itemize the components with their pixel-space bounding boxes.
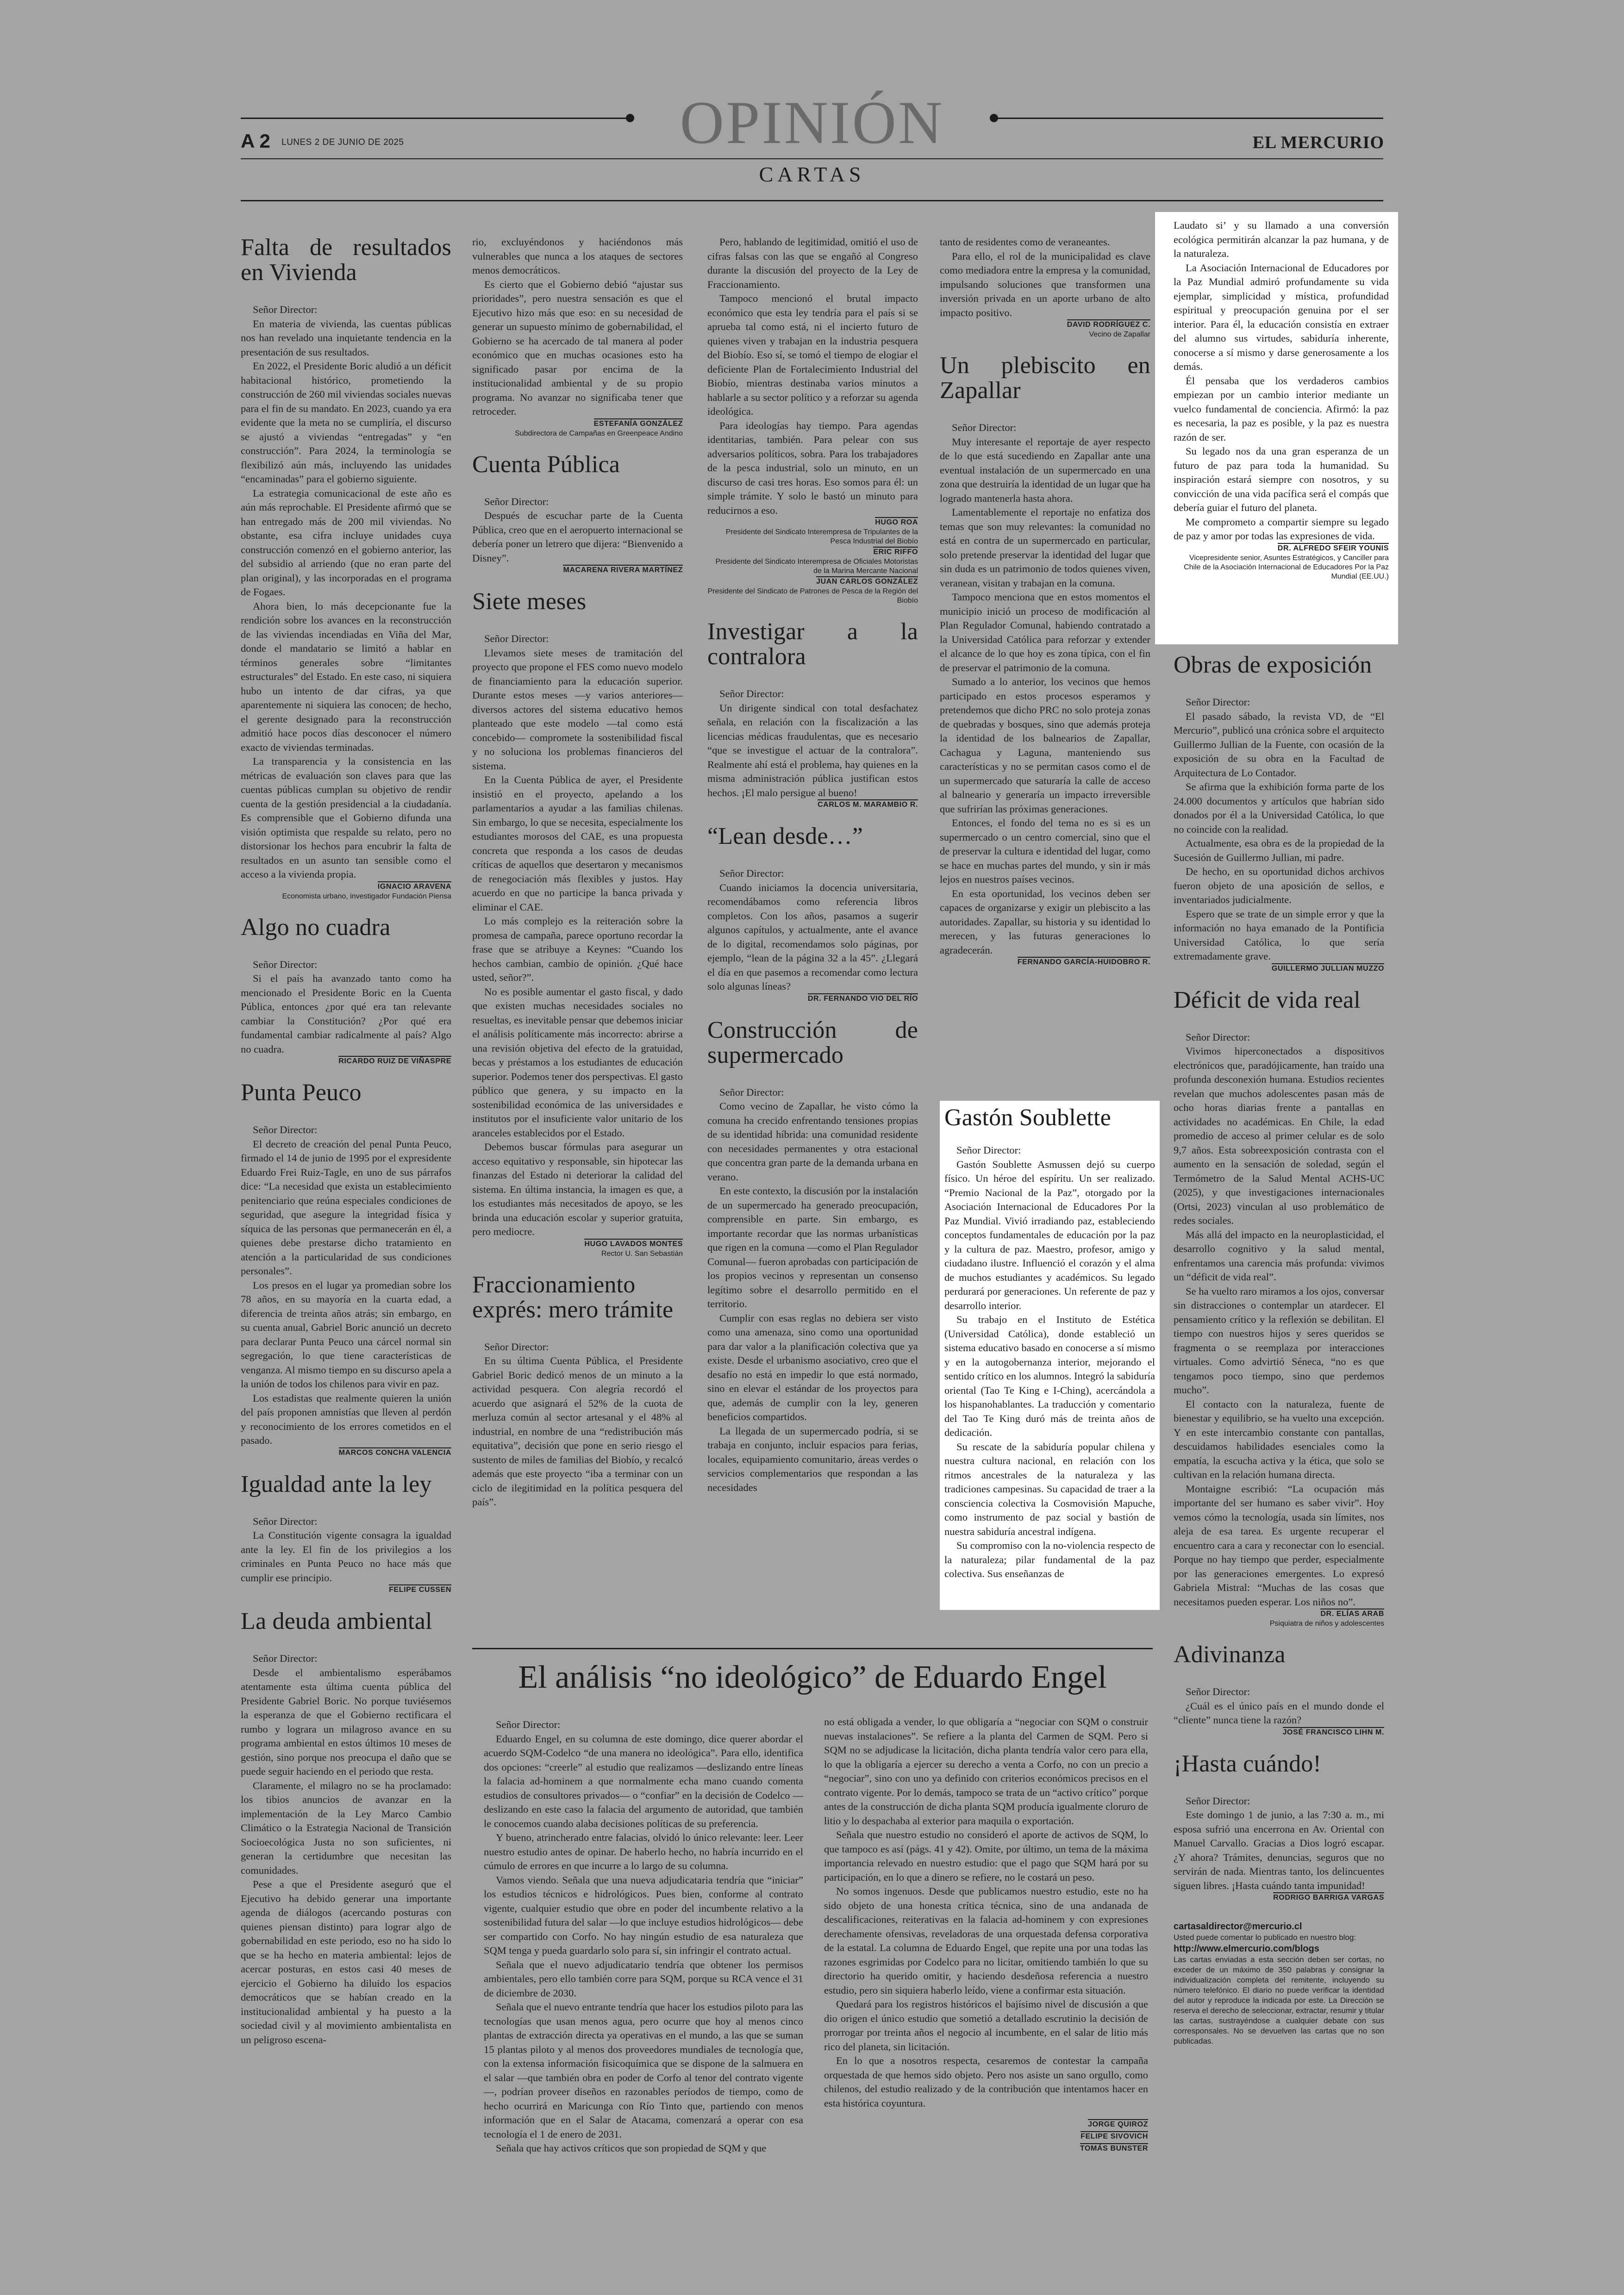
salutation: Señor Director: [484, 633, 549, 644]
contact-blog-intro: Usted puede comentar lo publicado en nuestro blog: [1174, 1933, 1356, 1942]
signature: DR. FERNANDO VIO DEL RÍO [707, 994, 918, 1004]
paragraph: Más allá del impacto en la neuroplasticidad, el desarrollo cognitivo y la salud mental, enfrentamos una carencia más profunda: vivimos un “déficit de vida real”. [1174, 1229, 1384, 1283]
paragraph: Entonces, el fondo del tema no es si es un supermercado o un centro comercial, sino que el de preservar la cultura e identidad del lugar, como se hace en muchas partes del mundo, y sin ir más lejos en nuestros países vecinos. [940, 817, 1150, 885]
paragraph: Vamos viendo. Señala que una nueva adjudicataria tendría que “iniciar” los estudios técnicos e hidrológicos. Pues bien, conforme al contrato vigente, cualquier estudio que obre en poder del incumbente relativo a la sostenibilidad futura del salar —lo que incluye estudios hidrológicos— debe ser compartido con Corfo. No hay ningún estudio de esa naturaleza que SQM tenga y pueda guardarlo solo para sí, sin infringir el contrato actual. [484, 1874, 803, 1956]
letter-title: Igualdad ante la ley [241, 1471, 432, 1497]
letter-title: Cuenta Pública [472, 451, 620, 478]
contact-blog-link[interactable]: http://www.elmercurio.com/blogs [1174, 1944, 1319, 1954]
signature: JOSÉ FRANCISCO LIHN M. [1174, 1727, 1384, 1738]
contact-rules: Las cartas enviadas a esta sección deben ser cortas, no exceder de un máximo de 350 palabras y consignar la individualización completa del remitente, incluyendo su número telefónico. El diario no puede verificar la identidad del autor y reproduce la indicada por este. La Dirección se reserva el derecho de seleccionar, extractar, resumir y titular las cartas, sustrayéndose a cualquier debate con sus corresponsales. No se devuelven las cartas que no son publicadas. [1174, 1955, 1384, 2046]
letter-title: Fraccionamiento exprés: mero trámite [472, 1271, 674, 1323]
signature: GUILLERMO JULLIAN MUZZO [1174, 964, 1384, 974]
paragraph: Señala que el nuevo adjudicatario tendría que obtener los permisos ambientales, pero ello también corre para SQM, porque su RCA vence el 31 de diciembre de 2030. [484, 1958, 803, 1999]
paragraph: Muy interesante el reportaje de ayer respecto de lo que está sucediendo en Zapallar ante una eventual instalación de un supermercado en una zona que destruiría la identidad de un lugar que ha logrado mantenerla hasta ahora. [940, 436, 1150, 504]
letter-igualdad [241, 1472, 451, 1596]
paragraph: No somos ingenuos. Desde que publicamos nuestro estudio, este no ha sido objeto de una honesta crítica técnica, sino de una andanada de descalificaciones, reiterativas en la falacia ad-hominem y con expresiones derechamente ofensivas, reveladoras de una orquestada defensa corporativa de la estatal. La columna de Eduardo Engel, que repite una por una todas las razones esgrimidas por Codelco para no licitar, omitiendo también lo que su directorio ha querido omitir, y haciendo desdeñosa referencia a nuestro estudio, pero sin siquiera haberlo leído, viene a confirmar esta situación. [824, 1885, 1148, 1996]
paragraph: Laudato si’ y su llamado a una conversión ecológica permitirán alcanzar la paz humana, y de la naturaleza. [1174, 219, 1389, 259]
signature-role: Presidente del Sindicato de Patrones de Pesca de la Región del Biobío [707, 587, 918, 605]
paragraph: Como vecino de Zapallar, he visto cómo la comuna ha crecido enfrentando tensiones propias de su identidad híbrida: una comunidad residente con necesidades permanentes y otra estacional que concentra gran parte de la demanda urbana en verano. [707, 1100, 918, 1183]
paragraph: Su legado nos da una gran esperanza de un futuro de paz para toda la humanidad. Su inspiración estará siempre con nosotros, y su convicción de una vida pacífica será el compás que debería guiar el futuro del planeta. [1174, 445, 1389, 513]
paragraph: Tampoco menciona que en estos momentos el municipio inició un proceso de modificación al Plan Regulador Comunal, habiendo contratado a la Universidad Católica para reforzar y extender el alcance de lo que hoy es zona típica, con el fin de preservar el patrimonio de la comuna. [940, 591, 1150, 674]
letter-construccion-supermercado [707, 1018, 918, 1495]
signature: RODRIGO BARRIGA VARGAS [1174, 1893, 1384, 1903]
letter-title: Algo no cuadra [241, 914, 391, 941]
paragraph: El decreto de creación del penal Punta Peuco, firmado el 14 de junio de 1995 por el expresidente Eduardo Frei Ruiz-Tagle, en uno de sus párrafos dice: “La necesidad que exista un establecimiento penitenciario que reúna especiales condiciones de seguridad, que asegure la integridad física y síquica de las personas que permanecerán en él, a quienes debe prestarse dicho tratamiento en atención a la particularidad de sus condiciones personales”. [241, 1138, 451, 1277]
subsection-title: CARTAS [759, 162, 865, 186]
paragraph: Los estadistas que realmente quieren la unión del país proponen amnistías que lleven al perdón y reconocimiento de los errores cometidos en el pasado. [241, 1392, 451, 1446]
feature-column-1 [484, 1715, 803, 2156]
paragraph: Los presos en el lugar ya promedian sobre los 78 años, en su mayoría en la cuarta edad, a diferencia de treinta años atrás; sin embargo, en su cuenta anual, Gabriel Boric anunció un decreto para declarar Punta Peuco una cárcel normal sin segregación, lo que tiene características de venganza. Al mismo tiempo en su discurso apela a la unión de todos los chilenos para vivir en paz. [241, 1279, 451, 1390]
signature: FELIPE SIVOVICH [824, 2132, 1148, 2142]
paragraph: Un dirigente sindical con total desfachatez señala, en relación con la fiscalización a las licencias médicas fraudulentas, que es necesario “que se investigue el actuar de la contralora”. Realmente ahí está el problema, hay quienes en la misma administración pública justifican estos hechos. ¡El malo persigue al bueno! [707, 702, 918, 798]
salutation: Señor Director: [484, 495, 549, 507]
signature-role: Economista urbano, investigador Fundación Piensa [282, 892, 451, 900]
signature: ESTEFANÍA GONZÁLEZ [472, 419, 683, 429]
signature: HUGO ROA [707, 518, 918, 528]
feature-column-2 [824, 1715, 1148, 2154]
paragraph: Señala que el nuevo entrante tendría que hacer los estudios piloto para las tecnologías que usan menos agua, pero ocurre que hoy al menos cinco plantas de extracción directa ya operativas en el mundo, a las que se suman 15 plantas piloto y al menos dos proveedores mundiales de tecnología que, con la extensa información fisicoquímica que se dispone de la salmuera en el salar —que también obra en poder de Corfo al tenor del contrato vigente—, podrían proveer diseños en razonables períodos de tiempo, como de hecho ocurrirá en Maricunga con Río Tinto que, partiendo con menos información que en el Salar de Atacama, comenzará a operar con esa tecnología el 1 de enero de 2031. [484, 2001, 803, 2140]
masthead-rule-right [994, 118, 1383, 119]
masthead-rule-top [241, 158, 1383, 159]
signature: MARCOS CONCHA VALENCIA [241, 1448, 451, 1458]
paragraph: Gastón Soublette Asmussen dejó su cuerpo físico. Un héroe del espíritu. Un ser realizado. “Premio Nacional de la Paz”, otorgado por la Asociación Internacional de Educadores Por la Paz Mundial. Vivió irradiando paz, estableciendo conceptos fundamentales de educación por la paz y la cultura de paz. Maestro, profesor, amigo y ciudadano ilustre. Influenció el corazón y el alma de muchos estudiantes y académicos. Su legado perdurará por generaciones. Un referente de paz y desarrollo interior. [944, 1158, 1155, 1311]
paragraph: En este contexto, la discusión por la instalación de un supermercado ha generado preocupación, comprensible en parte. Sin embargo, es importante recordar que las normas urbanísticas que rigen en la comuna —como el Plan Regulador Comunal— fueron aprobadas con participación de los propios vecinos y representan un consenso legítimo sobre el desarrollo permitido en el territorio. [707, 1185, 918, 1310]
paragraph: Desde el ambientalismo esperábamos atentamente esta última cuenta pública del Presidente Gabriel Boric. No porque tuviésemos la esperanza de que el Gobierno rectificara el rumbo y lograra un milagroso avance en su programa ambiental en estos últimos 10 meses de gestión, sino porque nos preocupa el daño que se puede seguir haciendo en el periodo que resta. [241, 1666, 451, 1777]
letter-punta-peuco [241, 1080, 451, 1458]
signature: DR. ALFREDO SFEIR YOUNIS [1174, 543, 1389, 554]
masthead-rule-bottom [241, 200, 1383, 201]
salutation: Señor Director: [253, 1515, 318, 1527]
paragraph: Espero que se trate de un simple error y que la información no haya emanado de la Pontificia Universidad Católica, lo que sería extremadamente grave. [1174, 908, 1384, 962]
letter-title: Construcción de supermercado [707, 1017, 918, 1068]
letter-title: ¡Hasta cuándo! [1174, 1750, 1321, 1777]
letter-title: Falta de resultados en Vivienda [241, 234, 451, 286]
paragraph: no está obligada a vender, lo que obligaría a “negociar con SQM o construir nuevas instalaciones”. Se refiere a la planta del Carmen de SQM. Pero si SQM no se adjudicase la licitación, dicha planta tendría valor cero para ella, lo que la obligaría a ejercer su derecho a venta a Corfo, no con un precio a “negociar”, sino con uno ya definido con criterios económicos precisos en el contrato vigente. Por lo demás, tampoco se trata de un “activo crítico” porque antes de la construcción de dicha planta SQM producía igualmente cloruro de litio y lo despachaba al exterior para maquila o exportación. [824, 1716, 1148, 1827]
signature: JORGE QUIROZ [824, 2120, 1148, 2130]
paragraph: En lo que a nosotros respecta, cesaremos de contestar la campaña orquestada de que hemos sido objeto. Pero nos asiste un sano orgullo, como chilenos, del estudio realizado y de la contribución que intentamos hacer en esta histórica coyuntura. [824, 2055, 1148, 2109]
paragraph: Vivimos hiperconectados a dispositivos electrónicos que, paradójicamente, han traído una profunda desconexión humana. Estudios recientes revelan que muchos adolescentes pasan más de ocho horas diarias frente a pantallas en actividades no académicas. En Chile, la edad promedio de acceso al primer celular es de solo 9,7 años. Esta sobreexposición contrasta con el aumento en la sensación de soledad, según el Termómetro de la Salud Mental ACHS-UC (2025), y que investigaciones internacionales (Ortsi, 2023) vinculan al uso problemático de redes sociales. [1174, 1045, 1384, 1226]
letter-gaston-soublette-cont [1155, 212, 1398, 644]
paragraph: Después de escuchar parte de la Cuenta Pública, creo que en el aeropuerto internacional se debería poner un letrero que dijera: “Bienvenido a Disney”. [472, 510, 683, 564]
letter-falta-resultados [241, 235, 451, 901]
paragraph: Cumplir con esas reglas no debiera ser visto como una amenaza, sino como una oportunidad para dar valor a la planificación colectiva que ya existe. Desde el urbanismo asociativo, creo que el desafío no está en impedir lo que está normado, sino en elevar el estándar de los proyectos para que, además de cumplir con la ley, generen beneficios compartidos. [707, 1312, 918, 1422]
letter-title: Adivinanza [1174, 1641, 1286, 1668]
masthead-dot-right [990, 114, 998, 122]
column-4 [940, 235, 1150, 967]
letter-obras-exposicion [1174, 653, 1384, 974]
paragraph: En su última Cuenta Pública, el Presidente Gabriel Boric dedicó menos de un minuto a la actividad pesquera. Con alegría recordó el acuerdo que asignará el 52% de la cuota de merluza común al sector artesanal y el 48% al industrial, en nombre de una “redistribución más equitativa”, decisión que pone en serio riesgo el sustento de miles de familias del Biobío, y recalcó además que este proyecto “iba a terminar con un ciclo de ilegitimidad en la política pesquera del país”. [472, 1355, 683, 1508]
paragraph: Señala que hay activos críticos que son propiedad de SQM y que [496, 2142, 767, 2154]
paragraph: Quedará para los registros históricos el bajísimo nivel de discusión a que dio origen el único estudio que sometió a detallado escrutinio la decisión de prorrogar por treinta años el negocio al incumbente, en el salar de litio más rico del planeta, sin licitación. [824, 1998, 1148, 2052]
paragraph: Llevamos siete meses de tramitación del proyecto que propone el FES como nuevo modelo de financiamiento para la educación superior. Durante estos meses —y varios anteriores— diversos actores del sistema educativo hemos planteado que este modelo —tal como está concebido— compromete la sostenibilidad fiscal y no soluciona los problemas financieros del sistema. [472, 647, 683, 772]
signature: TOMÁS BUNSTER [824, 2144, 1148, 2154]
salutation: Señor Director: [484, 1341, 549, 1353]
column-1 [241, 235, 451, 2047]
letter-deuda-ambiental-cont [472, 235, 683, 438]
signature: ERIC RIFFO [707, 547, 918, 557]
signature: DR. ELÍAS ARAB [1174, 1609, 1384, 1619]
paragraph: Pese a que el Presidente aseguró que el Ejecutivo ha debido generar una importante agenda de diálogos (acercando posturas con quienes piensan distinto) para lograr algo de gobernabilidad en este periodo, eso no ha sido lo que se ha hecho en materia ambiental: lejos de acercar posturas, en estos casi 40 meses de ejercicio el Gobierno ha diluido los espacios democráticos que se habían creado en la institucionalidad ambiental y ha puesto a la sociedad civil y al movimiento ambientalista en un peligroso escena- [241, 1878, 451, 2046]
salutation: Señor Director: [253, 1124, 318, 1135]
letter-title: Déficit de vida real [1174, 986, 1361, 1013]
column-3 [707, 235, 918, 1495]
paragraph: En la Cuenta Pública de ayer, el Presidente insistió en el proyecto, apelando a los parlamentarios a ayudar a las familias chilenas. Sin embargo, lo que se necesita, especialmente los estudiantes morosos del CAE, es una propuesta concreta que responda a los casos de deudas críticas de aquellos que desertaron y mecanismos de renegociación más flexibles y justos. Hay acuerdo en que no participe la banca privada y eliminar el CAE. [472, 774, 683, 913]
letter-hasta-cuando [1174, 1752, 1384, 1903]
letter-title: Investigar a la contralora [707, 618, 918, 670]
salutation: Señor Director: [1186, 1795, 1250, 1807]
letter-deficit-vida-real [1174, 988, 1384, 1629]
masthead-dot-left [626, 114, 634, 122]
edition-date: LUNES 2 DE JUNIO DE 2025 [281, 137, 404, 147]
page-number: A 2 [241, 130, 270, 152]
letter-siete-meses [472, 589, 683, 1259]
letter-title: Punta Peuco [241, 1079, 362, 1106]
paragraph: En 2022, el Presidente Boric aludió a un déficit habitacional histórico, prometiendo la construcción de 260 mil viviendas sociales nuevas para el fin de su mandato. En 2023, cuando ya era evidente que la meta no se cumpliría, el discurso se ajustó a viviendas “entregadas” y “en construcción”. Para 2024, la terminología se flexibilizó aún más, incluyendo las unidades “encaminadas” para el gobierno siguiente. [241, 360, 451, 485]
paragraph: En esta oportunidad, los vecinos deben ser capaces de organizarse y exigir un plebiscito a las autoridades. Zapallar, su historia y su identidad lo merecen, y las futuras generaciones lo agradecerán. [940, 887, 1150, 956]
newspaper-brand: EL MERCURIO [1252, 133, 1384, 152]
letter-cuenta-publica [472, 452, 683, 576]
salutation: Señor Director: [719, 867, 784, 879]
paragraph: Si el país ha avanzado tanto como ha mencionado el Presidente Boric en la Cuenta Pública, entonces ¿por qué era tan relevante cambiar la Constitución? ¿Por qué era fundamental cambiar radicalmente al país? Algo no cuadra. [241, 973, 451, 1055]
signature: RICARDO RUIZ DE VIÑASPRE [241, 1056, 451, 1066]
signature: JUAN CARLOS GONZÁLEZ [707, 577, 918, 587]
paragraph: Para ideologías hay tiempo. Para agendas identitarias, también. Para pelear con sus adversarios políticos, sobra. Para los trabajadores de la pesca industrial, solo un minuto, en un discurso de casi tres horas. Eso somos para él: un simple trámite. Y solo le bastó un minuto para reducirnos a eso. [707, 419, 918, 516]
paragraph: En materia de vivienda, las cuentas públicas nos han revelado una inquietante tendencia en la presentación de sus resultados. [241, 318, 451, 358]
letter-fraccionamiento-cont [707, 235, 918, 605]
letter-fraccionamiento [472, 1272, 683, 1509]
paragraph: Y bueno, atrincherado entre falacias, olvidó lo único relevante: leer. Leer nuestro estudio antes de opinar. De haberlo hecho, no habría incurrido en el cúmulo de errores en que incurre a lo largo de su columna. [484, 1832, 803, 1871]
paragraph: Debemos buscar fórmulas para asegurar un acceso equitativo y responsable, sin hipotecar las finanzas del Estado ni deteriorar la calidad del sistema. En última instancia, la imagen es que, a los estudiantes más necesitados de apoyo, se les brinda una educación escolar y superior gratuita, pero mediocre. [472, 1141, 683, 1237]
paragraph: La Constitución vigente consagra la igualdad ante la ley. El fin de los privilegios a los criminales en Punta Peuco no hace más que cumplir ese principio. [241, 1529, 451, 1584]
paragraph: Tampoco mencionó el brutal impacto económico que esta ley tendría para el país si se aprueba tal como está, ni el incierto futuro de quienes viven y trabajan en la industria pesquera del Biobío. Eso sí, se tomó el tiempo de elogiar el deficiente Plan de Fortalecimiento Industrial del Biobío, mientras destinaba varios minutos a hablarle a su sector político y a reforzar su agenda ideológica. [707, 293, 918, 417]
letter-gaston-soublette [940, 1101, 1160, 1610]
signature: FERNANDO GARCÍA-HUIDOBRO R. [940, 957, 1150, 967]
letter-adivinanza [1174, 1642, 1384, 1738]
paragraph: Este domingo 1 de junio, a las 7:30 a. m., mi esposa sufrió una encerrona en Av. Oriental con Manuel Carvallo. Gracias a Dios logró escapar. ¿Y ahora? Trámites, denuncias, seguros que no servirán de nada. Mientras tanto, los delincuentes siguen libres. ¡Hasta cuándo tanta impunidad! [1174, 1809, 1384, 1891]
paragraph: rio, excluyéndonos y haciéndonos más vulnerables que nunca a los ataques de sectores menos democráticos. [472, 236, 683, 276]
paragraph: Cuando iniciamos la docencia universitaria, recomendábamos como referencia libros completos. Con los años, pasamos a sugerir algunos capítulos, y actualmente, ante el avance de lo digital, recomendamos solo páginas, por ejemplo, “lean de la página 32 a la 45”. ¿Llegará el día en que pasemos a recomendar como lectura solo algunas líneas? [707, 881, 918, 992]
letter-title: Gastón Soublette [944, 1104, 1111, 1131]
letter-algo-no-cuadra [241, 915, 451, 1067]
paragraph: No es posible aumentar el gasto fiscal, y dado que existen muchas necesidades sociales no resueltas, es inevitable pensar que debemos iniciar el análisis políticamente más incorrecto: abrirse a una revisión objetiva del efecto de la gratuidad, becas y préstamos a los estudiantes de educación superior. Podemos tener dos perspectivas. El gasto público que genera, y su impacto en la sostenibilidad económica de las universidades e institutos por el insuficiente valor unitario de los aranceles establecidos por el Estado. [472, 985, 683, 1139]
masthead-rule-left [241, 118, 630, 119]
column-5 [1174, 653, 1384, 2046]
paragraph: Pero, hablando de legitimidad, omitió el uso de cifras falsas con las que se engañó al Congreso durante la discusión del proyecto de la Ley de Fraccionamiento. [707, 236, 918, 290]
letter-title: Un plebiscito en Zapallar [940, 352, 1150, 404]
contact-box [1174, 1921, 1384, 2046]
column-2 [472, 235, 683, 1509]
paragraph: Su compromiso con la no-violencia respecto de la naturaleza; pilar fundamental de la paz colectiva. Sus enseñanzas de [944, 1540, 1155, 1579]
paragraph: Claramente, el milagro no se ha proclamado: los tibios anuncios de avanzar en la implementación de la Ley Marco Cambio Climático o la Estrategia Nacional de Transición Socioecológica Justa no son suficientes, ni generan la certidumbre que necesitan las comunidades. [241, 1779, 451, 1876]
signature-role: Presidente del Sindicato Interempresa de Oficiales Motoristas de la Marina Mercante Nacional [715, 558, 918, 575]
paragraph: Me comprometo a compartir siempre su legado de paz y amor por todas las expresiones de vida. [1174, 516, 1389, 542]
letter-deuda-ambiental [241, 1609, 451, 2047]
paragraph: Se afirma que la exhibición forma parte de los 24.000 documentos y artículos que habrían sido donados por él a la Universidad Católica, lo que no coincide con la realidad. [1174, 781, 1384, 835]
paragraph: Su rescate de la sabiduría popular chilena y nuestra cultura nacional, en relación con los ritmos ancestrales de la naturaleza y las tradiciones campesinas. Su capacidad de traer a la consciencia colectiva la Cosmovisión Mapuche, como instrumento de paz social y bastión de nuestra sabiduría ancestral indígena. [944, 1441, 1155, 1537]
section-title: OPINIÓN [680, 88, 944, 156]
salutation: Señor Director: [1186, 1686, 1250, 1697]
feature-title: El análisis “no ideológico” de Eduardo Engel [518, 1659, 1107, 1695]
letter-title: La deuda ambiental [241, 1608, 432, 1634]
paragraph: La transparencia y la consistencia en las métricas de evaluación son claves para que las cuentas públicas cumplan su objetivo de rendir cuenta de la gestión presidencial a la ciudadanía. Es comprensible que el Gobierno difunda una visión optimista que respalde su relato, pero no distorsionar los hechos para encubrir la falta de resultados en un asunto tan sensible como el acceso a la vivienda propia. [241, 755, 451, 880]
paragraph: Su trabajo en el Instituto de Estética (Universidad Católica), donde estableció un sistema educativo basado en conocerse a sí mismo y en la autogobernanza interior, mejorando el sentido crítico en los alumnos. Integró la sabiduría oriental (Tao Te King e I-Ching), acercándola a los hispanohablantes. La traducción y comentario del Tao Te King duró más de treinta años de dedicación. [944, 1314, 1155, 1438]
signature: MACARENA RIVERA MARTÍNEZ [472, 565, 683, 575]
paragraph: Ahora bien, lo más decepcionante fue la rendición sobre los avances en la reconstrucción de las viviendas incendiadas en Viña del Mar, donde el mandatario se limitó a hablar en términos generales sobre “limitantes estructurales” del Estado. En este caso, ni siquiera hubo un intento de dar cifras, ya que aparentemente ni siquiera las conocen; de hecho, el gerente designado para la reconstrucción admitió hace pocos días desconocer el número exacto de viviendas terminadas. [241, 600, 451, 753]
paragraph: ¿Cuál es el único país en el mundo donde el “cliente” nunca tiene la razón? [1174, 1700, 1384, 1726]
paragraph: Lamentablemente el reportaje no enfatiza dos temas que son muy relevantes: la comunidad no está en contra de un supermercado en particular, solo pretende preservar la identidad del lugar que sin duda es un patrimonio de todos quienes viven, veranean, visitan y trabajan en la comuna. [940, 506, 1150, 589]
signature-role: Vecino de Zapallar [1089, 331, 1150, 338]
paragraph: De hecho, en su oportunidad dichos archivos fueron objeto de una aposición de sellos, e inventariados judicialmente. [1174, 866, 1384, 905]
letter-plebiscito-zapallar [940, 353, 1150, 967]
letter-investigar-contralora [707, 619, 918, 810]
paragraph: El pasado sábado, la revista VD, de “El Mercurio”, publicó una crónica sobre el arquitecto Guillermo Jullian de la Fuente, con ocasión de la exposición de su obra en la Facultad de Arquitectura de Lo Contador. [1174, 710, 1384, 779]
paragraph: Él pensaba que los verdaderos cambios empiezan por un cambio interior mediante un vuelco fundamental de conciencia. Afirmó: la paz es necesaria, la paz es posible, y la paz es nuestra razón de ser. [1174, 374, 1389, 443]
signature-role: Subdirectora de Campañas en Greenpeace Andino [515, 429, 683, 437]
paragraph: Señala que nuestro estudio no consideró el aporte de activos de SQM, lo que tampoco es así (págs. 41 y 42). Omite, por último, un tema de la máxima importancia relevado en nuestro estudio: que el pago que SQM hará por su participación, en lo que a dinero se refiere, no le costará un peso. [824, 1829, 1148, 1883]
contact-email[interactable]: cartasaldirector@mercurio.cl [1174, 1921, 1302, 1932]
salutation: Señor Director: [253, 1653, 318, 1664]
salutation: Señor Director: [719, 688, 784, 699]
letter-construccion-cont [940, 235, 1150, 339]
salutation: Señor Director: [1186, 1031, 1250, 1043]
signature-role: Presidente del Sindicato Interempresa de Tripulantes de la Pesca Industrial del Biobío [725, 528, 918, 545]
letter-title: “Lean desde…” [707, 823, 863, 849]
signature: FELIPE CUSSEN [241, 1585, 451, 1595]
signature-role: Rector U. San Sebastián [601, 1249, 683, 1258]
paragraph: Actualmente, esa obra es de la propiedad de la Sucesión de Guillermo Jullian, mi padre. [1174, 837, 1384, 863]
paragraph: La Asociación Internacional de Educadores por la Paz Mundial admiró profundamente su vida ejemplar, simplicidad y mística, profundidad espiritual y preocupación genuina por el ser interior. Para él, la educación consistía en extraer del alumno sus virtudes, sabiduría inherente, conocerse a sí mismo y darse generosamente a los demás. [1174, 262, 1389, 372]
paragraph: Lo más complejo es la reiteración sobre la promesa de campaña, parece oportuno recordar la frase que se atribuye a Keynes: “Cuando los hechos cambian, cambio de opinión. ¿Qué hace usted, señor?”. [472, 915, 683, 983]
letter-title: Obras de exposición [1174, 652, 1372, 678]
letter-title: Siete meses [472, 588, 587, 615]
paragraph: Para ello, el rol de la municipalidad es clave como mediadora entre la empresa y la comunidad, impulsando soluciones que transformen una inversión privada en un aporte urbano de alto impacto positivo. [940, 250, 1150, 318]
signature: DAVID RODRÍGUEZ C. [940, 320, 1150, 330]
paragraph: El contacto con la naturaleza, fuente de bienestar y equilibrio, se ha vuelto una excepción. Y en este intercambio constante con pantallas, descuidamos habilidades esenciales como la empatía, la escucha activa y la ética, que solo se cultivan en la relación humana directa. [1174, 1398, 1384, 1480]
paragraph: Sumado a lo anterior, los vecinos que hemos participado en estos procesos esperamos y pretendemos que dicho PRC no solo proteja zonas de quebradas y bosques, sino que además proteja la identidad de los balnearios de Zapallar, Cachagua y Laguna, manteniendo sus características y no se permitan casos como el de un supermercado que saturaría la calle de acceso al balneario y generaría un impacto irreversible que sufrirían las próximas generaciones. [940, 676, 1150, 815]
signature: CARLOS M. MARAMBIO R. [707, 800, 918, 810]
signature-role: Vicepresidente senior, Asuntes Estratégicos, y Canciller para Chile de la Asociación Internacional de Educadores Por la Paz Mundial (EE.UU.) [1184, 554, 1389, 580]
salutation: Señor Director: [253, 958, 318, 970]
paragraph: Eduardo Engel, en su columna de este domingo, dice querer abordar el acuerdo SQM-Codelco “de una manera no ideológica”. Para ello, identifica dos opciones: “creerle” al estudio que realizamos —deslizando entre líneas la falacia ad-hominem a que normalmente echa mano cuando comenta estudios de consultores privados— o “confiar” en la decisión de Codelco —deslizando en este caso la falacia del argumento de autoridad, que también le conocemos cuando alaba decisiones políticas de su preferencia. [484, 1733, 803, 1829]
signature: IGNACIO ARAVENA [241, 882, 451, 892]
salutation: Señor Director: [253, 304, 318, 315]
paragraph: La llegada de un supermercado podría, si se trabaja en conjunto, incluir espacios para ferias, locales, equipamiento comunitario, áreas verdes o servicios complementarios que respondan a las necesidades [707, 1425, 918, 1493]
salutation: Señor Director: [719, 1086, 784, 1098]
paragraph: tanto de residentes como de veraneantes. [940, 236, 1110, 248]
paragraph: Es cierto que el Gobierno debió “ajustar sus prioridades”, pero nuestra sensación es que el Ejecutivo hizo más que eso: en su necesidad de generar un supuesto mínimo de gobernabilidad, el Gobierno se ha acercado de tal manera al poder económico que en muchas ocasiones esto ha significado pasar por encima de la institucionalidad ambiental y de su propio programa. No avanzar no significaba tener que retroceder. [472, 278, 683, 417]
salutation: Señor Director: [952, 422, 1017, 433]
paragraph: Montaigne escribió: “La ocupación más importante del ser humano es saber vivir”. Hoy vemos cómo la tecnología, usada sin límites, nos aleja de esa tarea. Es urgente recuperar el encuentro cara a cara y reconectar con lo esencial. Porque no hay tiempo que perder, especialmente por las generaciones emergentes. Lo expresó Gabriela Mistral: “Muchas de las cosas que necesitamos pueden esperar. Los niños no”. [1174, 1483, 1384, 1608]
paragraph: La estrategia comunicacional de este año es aún más reprochable. El Presidente afirmó que se han entregado más de 200 mil viviendas. No obstante, esa cifra incluye unidades cuya construcción comenzó en el gobierno anterior, las del subsidio al arriendo (que no eran parte del plan original), y las incorporadas en el programa de Fogaes. [241, 487, 451, 598]
paragraph: Se ha vuelto raro miramos a los ojos, conversar sin distracciones o contemplar un atardecer. El pensamiento crítico y la reflexión se debilitan. El tiempo con nuestros hijos y seres queridos se fragmenta o se reemplaza por interacciones virtuales. Como advirtió Séneca, “no es que tengamos poco tiempo, sino que perdemos mucho”. [1174, 1285, 1384, 1396]
letter-lean-desde [707, 824, 918, 1004]
feature-rule [472, 1648, 1153, 1649]
salutation: Señor Director: [1186, 696, 1250, 708]
salutation: Señor Director: [496, 1719, 561, 1730]
signature-role: Psiquiatra de niños y adolescentes [1269, 1620, 1384, 1628]
salutation: Señor Director: [956, 1144, 1021, 1156]
signature: HUGO LAVADOS MONTES [472, 1239, 683, 1249]
